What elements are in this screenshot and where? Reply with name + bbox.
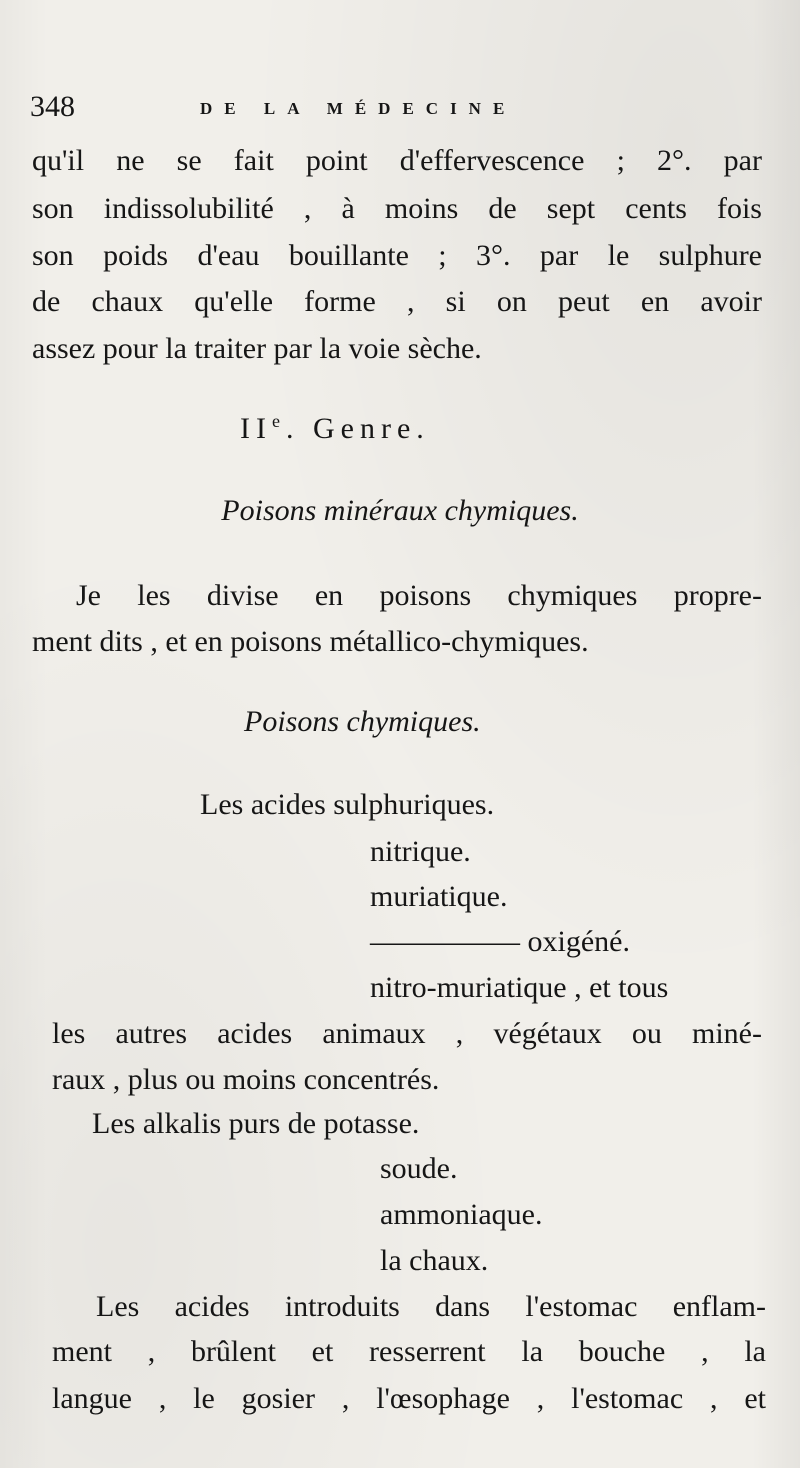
- list-item: ————— oxigéné.: [370, 925, 630, 958]
- section-numeral: II: [240, 412, 272, 445]
- paragraph-line: de chaux qu'elle forme , si on peut en avoir: [32, 285, 762, 318]
- paragraph-line: assez pour la traiter par la voie sèche.: [32, 332, 482, 365]
- list-item: ammoniaque.: [380, 1198, 543, 1231]
- list-item: soude.: [380, 1152, 458, 1185]
- paragraph-line: langue , le gosier , l'œsophage , l'estomac , et: [52, 1382, 766, 1415]
- page-number: 348: [30, 90, 75, 123]
- paragraph-line: les autres acides animaux , végétaux ou miné-: [52, 1017, 762, 1050]
- list-lead: Les acides sulphuriques.: [200, 788, 495, 821]
- subheading: Poisons chymiques.: [244, 705, 481, 738]
- subheading: Poisons minéraux chymiques.: [221, 494, 579, 527]
- paragraph-line: qu'il ne se fait point d'effervescence ; 2°. par: [32, 144, 762, 177]
- paragraph-line: Je les divise en poisons chymiques propre-: [76, 579, 762, 612]
- list-lead: Les alkalis purs de potasse.: [92, 1107, 420, 1140]
- list-item: muriatique.: [370, 880, 508, 913]
- list-item: nitrique.: [370, 835, 471, 868]
- running-title: DE LA MÉDECINE: [200, 99, 517, 118]
- section-heading: [240, 412, 430, 444]
- section-numeral-sup: e: [271, 411, 286, 431]
- section-word: . Genre.: [285, 412, 430, 445]
- list-item: nitro-muriatique , et tous: [370, 971, 669, 1004]
- paragraph-line: son poids d'eau bouillante ; 3°. par le sulphure: [32, 239, 762, 272]
- paragraph-line: Les acides introduits dans l'estomac enflam-: [96, 1290, 766, 1323]
- paragraph-line: son indissolubilité , à moins de sept cents fois: [32, 192, 762, 225]
- list-item: la chaux.: [380, 1244, 489, 1277]
- paragraph-line: ment , brûlent et resserrent la bouche , la: [52, 1335, 766, 1368]
- paragraph-line: raux , plus ou moins concentrés.: [52, 1063, 440, 1096]
- paragraph-line: ment dits , et en poisons métallico-chymiques.: [32, 625, 589, 658]
